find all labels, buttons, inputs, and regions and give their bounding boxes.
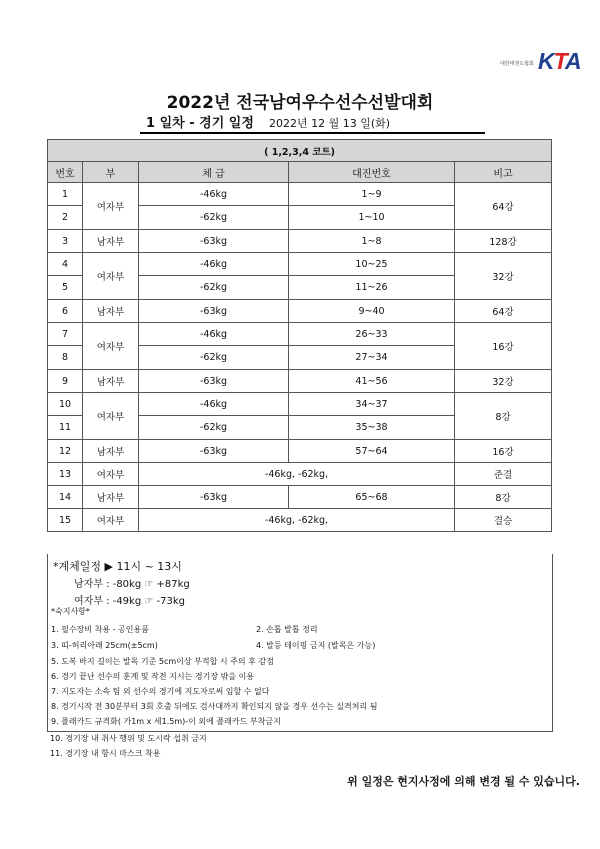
table-row — [48, 183, 552, 206]
division-cell: 남자부 — [83, 300, 139, 323]
bracket-cell: 65~68 — [289, 486, 455, 509]
logo-caption: 대한태권도협회 — [500, 61, 534, 67]
row-number: 12 — [48, 440, 83, 463]
note-item: 9. 플래카드 규격화( 가1m x 세1.5m)-이 외에 플래카드 부착금지 — [51, 717, 281, 726]
note-cell: 16강 — [455, 440, 552, 463]
row-number: 2 — [48, 206, 83, 230]
bracket-cell: 35~38 — [289, 416, 455, 440]
note-item: 10. 경기장 내 취사 행위 및 도시락 섭취 금지 — [50, 734, 207, 743]
note-cell: 64강 — [455, 183, 552, 230]
kta-logo — [500, 48, 580, 76]
row-number: 5 — [48, 276, 83, 300]
row-number: 10 — [48, 393, 83, 416]
note-cell: 32강 — [455, 370, 552, 393]
row-number: 14 — [48, 486, 83, 509]
weight-cell: -46kg — [139, 393, 289, 416]
division-cell: 여자부 — [83, 509, 139, 532]
division-cell: 남자부 — [83, 370, 139, 393]
bracket-cell: 57~64 — [289, 440, 455, 463]
row-number: 13 — [48, 463, 83, 486]
table-row — [48, 230, 552, 253]
weight-cell: -62kg — [139, 206, 289, 230]
weigh-in-women: 여자부 : -49kg ☞ -73kg — [74, 596, 185, 607]
table-row — [48, 463, 552, 486]
note-cell: 64강 — [455, 300, 552, 323]
weight-cell: -63kg — [139, 486, 289, 509]
table-row — [48, 393, 552, 416]
row-number: 15 — [48, 509, 83, 532]
weight-cell: -63kg — [139, 230, 289, 253]
notes-box — [47, 554, 553, 732]
footer-notice: 위 일정은 현지사정에 의해 변경 될 수 있습니다. — [347, 775, 580, 788]
table-row — [48, 253, 552, 276]
bracket-cell: 26~33 — [289, 323, 455, 346]
note-cell: 8강 — [455, 486, 552, 509]
column-header-division: 부 — [83, 162, 139, 183]
column-header-note: 비고 — [455, 162, 552, 183]
weight-cell: -62kg — [139, 346, 289, 370]
row-number: 8 — [48, 346, 83, 370]
note-item: 1. 필수장비 착용 - 공인용품 — [51, 625, 149, 634]
division-cell: 남자부 — [83, 486, 139, 509]
note-item: 7. 지도자는 소속 팀 외 선수의 경기에 지도자로써 임할 수 없다 — [51, 687, 270, 696]
division-cell: 여자부 — [83, 323, 139, 370]
date-label: 2022년 12 월 13 일(화) — [269, 117, 391, 130]
weight-cell: -62kg — [139, 416, 289, 440]
schedule-table — [47, 139, 552, 532]
bracket-cell: 1~8 — [289, 230, 455, 253]
weight-cell: -46kg — [139, 253, 289, 276]
table-row — [48, 323, 552, 346]
weight-cell: -62kg — [139, 276, 289, 300]
row-number: 3 — [48, 230, 83, 253]
division-cell: 여자부 — [83, 183, 139, 230]
table-row — [48, 370, 552, 393]
table-row — [48, 486, 552, 509]
bracket-cell: 34~37 — [289, 393, 455, 416]
note-item: 2. 손톱 발톱 정리 — [256, 625, 318, 634]
division-cell: 여자부 — [83, 253, 139, 300]
bracket-cell: 1~9 — [289, 183, 455, 206]
note-cell: 준결 — [455, 463, 552, 486]
division-cell: 남자부 — [83, 440, 139, 463]
kta-logo-mark: KTA — [538, 48, 581, 74]
row-number: 4 — [48, 253, 83, 276]
weight-cell: -63kg — [139, 440, 289, 463]
note-cell: 결승 — [455, 509, 552, 532]
division-cell: 남자부 — [83, 230, 139, 253]
bracket-cell: 11~26 — [289, 276, 455, 300]
column-header-number: 번호 — [48, 162, 83, 183]
note-cell: 32강 — [455, 253, 552, 300]
note-cell: 8강 — [455, 393, 552, 440]
bracket-cell: 1~10 — [289, 206, 455, 230]
weight-cell: -46kg — [139, 323, 289, 346]
table-row — [48, 300, 552, 323]
notes-title: *숙지사항* — [51, 607, 90, 616]
page-title: 2022년 전국남여우수선수선발대회 — [166, 93, 434, 113]
weigh-in-men: 남자부 : -80kg ☞ +87kg — [74, 579, 190, 590]
note-item: 4. 발등 테이핑 금지 (발목은 가능) — [256, 641, 376, 650]
bracket-cell: 41~56 — [289, 370, 455, 393]
weight-bracket-cell: -46kg, -62kg, — [139, 509, 455, 532]
bracket-cell: 9~40 — [289, 300, 455, 323]
note-item: 3. 띠-허리아래 25cm(±5cm) — [51, 641, 158, 650]
weigh-in-schedule: *계체일정 ▶ 11시 ~ 13시 — [53, 560, 182, 573]
weight-cell: -63kg — [139, 370, 289, 393]
column-header-bracket: 대진번호 — [289, 162, 455, 183]
row-number: 1 — [48, 183, 83, 206]
division-cell: 여자부 — [83, 463, 139, 486]
column-header-weight: 체 급 — [139, 162, 289, 183]
day-label: 1 일차 - 경기 일정 — [146, 116, 254, 131]
note-item: 6. 경기 끝난 선수의 훈계 및 작전 지시는 경기장 밖을 이용 — [51, 672, 255, 681]
note-item: 8. 경기시작 전 30분부터 3회 호출 뒤에도 검사대까지 확인되지 않을 경우 선수는 실격처리 됨 — [51, 702, 378, 711]
schedule-subtitle — [140, 112, 485, 134]
bracket-cell: 27~34 — [289, 346, 455, 370]
row-number: 11 — [48, 416, 83, 440]
weight-cell: -46kg — [139, 183, 289, 206]
bracket-cell: 10~25 — [289, 253, 455, 276]
weight-cell: -63kg — [139, 300, 289, 323]
row-number: 7 — [48, 323, 83, 346]
division-cell: 여자부 — [83, 393, 139, 440]
note-cell: 128강 — [455, 230, 552, 253]
row-number: 9 — [48, 370, 83, 393]
table-row — [48, 440, 552, 463]
note-item: 11. 경기장 내 항시 마스크 착용 — [50, 749, 161, 758]
court-header: ( 1,2,3,4 코트) — [48, 140, 552, 162]
weight-bracket-cell: -46kg, -62kg, — [139, 463, 455, 486]
note-cell: 16강 — [455, 323, 552, 370]
table-row — [48, 509, 552, 532]
note-item: 5. 도복 바지 길이는 발목 기준 5cm이상 부적합 시 주의 후 감점 — [51, 657, 274, 666]
row-number: 6 — [48, 300, 83, 323]
